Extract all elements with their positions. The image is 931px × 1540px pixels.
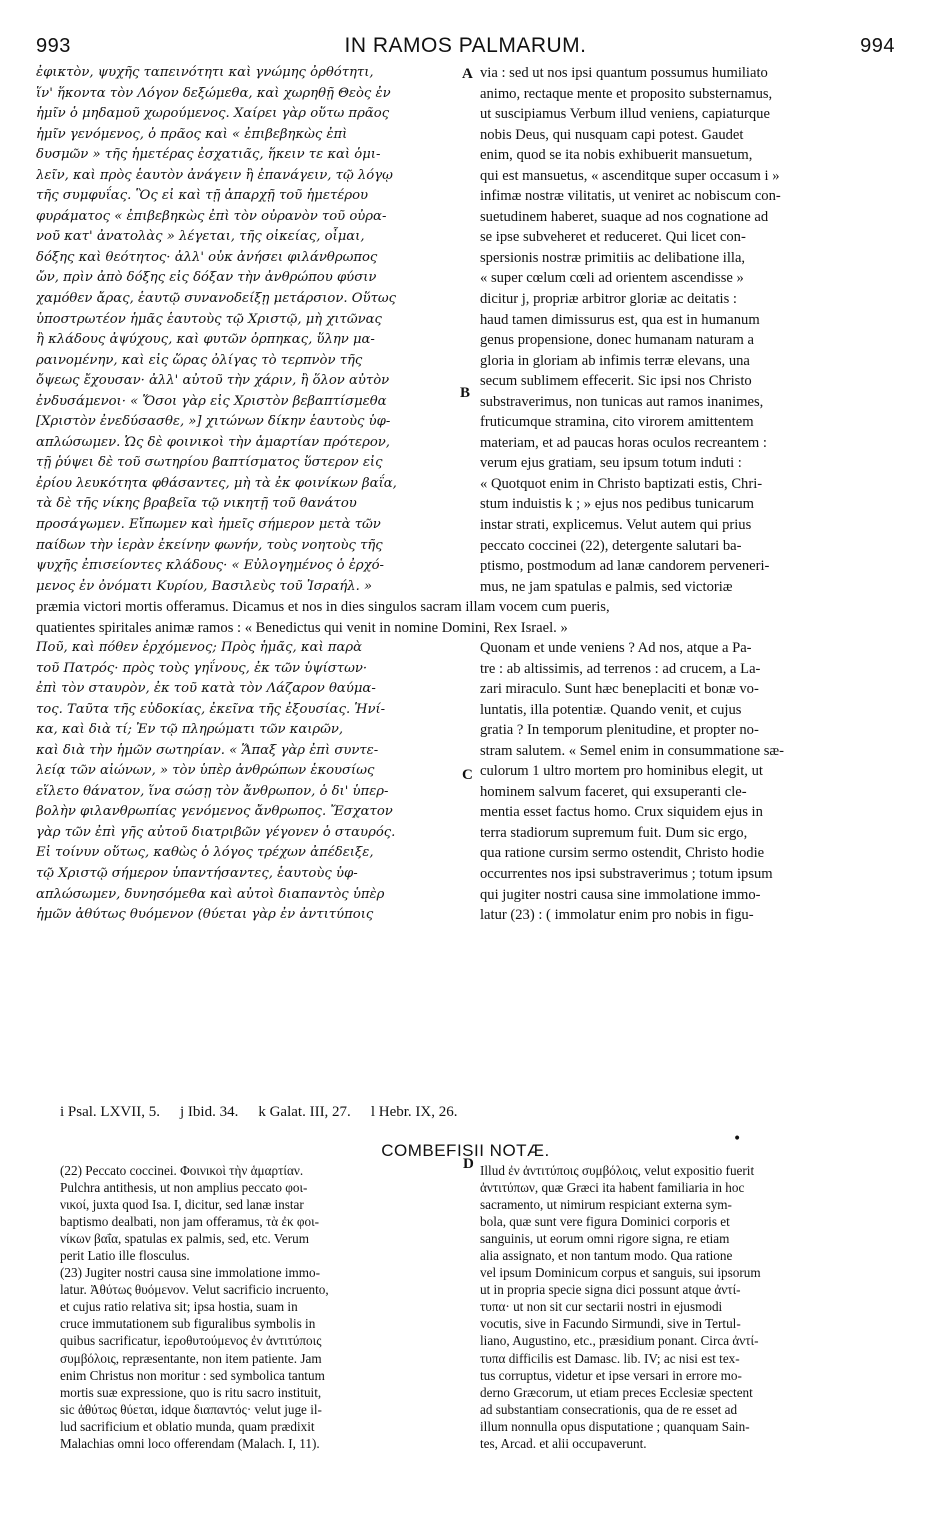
greek-text-line: κα, καὶ διὰ τί; Ἐν τῷ πληρώματι τῶν καιρῶν,: [36, 722, 344, 738]
note-line: latur. Ἀθύτως θυόμενον. Velut sacrificio incruento,: [60, 1282, 329, 1298]
latin-text-line: gratia ? In temporum plenitudine, et propter no-: [480, 722, 759, 739]
note-line: (22) Peccato coccinei. Φοινικοὶ τὴν ἁμαρτίαν.: [60, 1163, 304, 1178]
latin-text-line: fruticumque stramina, cito virorem amittentem: [480, 414, 754, 431]
latin-text-line: gloria in gloriam ab infimis terræ elevans, una: [480, 352, 750, 369]
greek-text-line: ἢ κλάδους ἀψύχους, καὶ φυτῶν ὀρπηκας, ὕλην μα-: [36, 332, 375, 348]
notes-heading: COMBEFISII NOTÆ.: [381, 1141, 550, 1160]
greek-column-lower: [36, 638, 460, 926]
note-line: sacramento, ut nimirum respiciant externa sym-: [480, 1197, 732, 1213]
latin-text-line: secum sublimem effecerit. Sic ipsi nos Christo: [480, 373, 752, 390]
note-line: (23) Jugiter nostri causa sine immolatione immo-: [60, 1265, 321, 1281]
latin-text-line: stum induistis k ; » ejus nos pedibus tunicarum: [480, 496, 755, 513]
greek-text-line: ψυχῆς ἐπισείοντες κλάδους· « Εὐλογημένος ὁ ἐρχό-: [36, 558, 384, 574]
greek-text-line: απλώσωμεν, δυνησόμεθα καὶ αὐτοὶ διαπαντὸς ὑπὲρ: [36, 886, 385, 902]
latin-text-line: zari miraculo. Sunt hæc beneplaciti et bonæ vo-: [480, 681, 759, 698]
greek-text-line: Ποῦ, καὶ πόθεν ἐρχόμενος; Πρὸς ἡμᾶς, καὶ παρὰ: [36, 640, 363, 655]
note-line: enim Christus non moritur : sed symbolica tantum: [60, 1367, 325, 1383]
note-line: νίκων βαΐα, spatulas ex palmis, sed, etc. Verum: [60, 1231, 309, 1247]
greek-text-line: απλώσωμεν. Ὡς δὲ φοινικοὶ τὴν ἁμαρτίαν πρότερον,: [36, 434, 390, 450]
greek-text-line: ὑποστρωτέον ἡμᾶς ἑαυτοὺς τῷ Χριστῷ, μὴ χιτῶνας: [36, 311, 382, 327]
greek-text-line: εἵλετο θάνατον, ἵνα σώσῃ τὸν ἄνθρωπον, ὁ δι' ὑπερ-: [36, 783, 389, 799]
latin-text-line: animo, rectaque mente et proposito substernamus,: [480, 85, 773, 102]
greek-text-line: ὄψεως ἔχουσαν· ἀλλ' αὐτοῦ τὴν χάριν, ἢ ὅλον αὐτὸν: [36, 373, 390, 389]
latin-text-line: « super cœlum cœli ad orientem ascendisse »: [480, 270, 744, 287]
greek-text-line: τῆς συμφυΐας. Ὃς εἰ καὶ τῇ ἀπαρχῇ τοῦ ἡμετέρου: [36, 188, 369, 204]
page-number-right: 994: [860, 35, 895, 57]
latin-text-line: suetudinem haberet, suaque ad nos cognatione ad: [480, 208, 769, 225]
page-number-left: 993: [36, 35, 71, 57]
greek-text-line: ἡμῖν ὁ μηδαμοῦ χωρούμενος. Χαίρει γὰρ οὕτω πρᾶος: [36, 106, 390, 122]
footnote: l Hebr. IX, 26.: [370, 1104, 458, 1120]
greek-text-line: δυσμῶν » τῆς ἡμετέρας ἐσχατιᾶς, ἥκειν τε καὶ ὁμι-: [36, 147, 381, 163]
latin-text-line: dicitur j, propriæ arbitror gloriæ ac deitatis :: [480, 291, 737, 308]
notes-column-right: [480, 1162, 900, 1452]
greek-text-line: λεῖν, καὶ πρὸς ἑαυτὸν ἀνάγειν ἢ ἐπανάγειν, τῷ λόγῳ: [36, 167, 393, 183]
note-line: ἀντιτύπων, quæ Græci ita habent familiaria in hoc: [480, 1180, 745, 1196]
note-line: lud sacrificium et oblatio munda, quam prædixit: [60, 1418, 315, 1434]
note-line: vel ipsum Dominicum corpus et sanguis, sui ipsorum: [480, 1265, 761, 1281]
greek-text-line: τῷ Χριστῷ σήμερον ὑπαντήσαντες, ἑαυτοὺς ὑφ-: [36, 866, 358, 882]
ink-dot: •: [733, 1131, 742, 1147]
greek-text-line: Εἰ τοίνυν οὕτως, καθὼς ὁ λόγος τρέχων ἀπέδειξε,: [36, 845, 374, 861]
latin-text-line: qua ratione cursim sermo ostendit, Christo hodie: [480, 845, 765, 862]
latin-text-line: ptismo, postmodum ad lanæ candorem perveneri-: [480, 558, 770, 575]
greek-text-line: τῇ ῥύψει δὲ τοῦ σωτηρίου βαπτίσματος ὕστερον εἰς: [36, 455, 383, 471]
note-line: Malachias omni loco offerendam (Malach. I, 11).: [60, 1435, 320, 1451]
note-line: baptismo dealbati, non jam offeramus, τὰ ἐκ φοι-: [60, 1214, 320, 1230]
note-line: liano, Augustino, etc., præsidium ponant. Circa ἀντί-: [480, 1333, 759, 1349]
note-line: Illud ἐν ἀντιτύποις συμβόλοις, velut expositio fuerit: [480, 1163, 755, 1178]
note-line: perit Latio ille flosculus.: [60, 1248, 190, 1264]
latin-text-line: culorum 1 ultro mortem pro hominibus elegit, ut: [480, 763, 763, 780]
full-width-line: præmia victori mortis offeramus. Dicamus et nos in dies singulos sacram illam vocem cum pueris,: [36, 599, 610, 615]
margin-marker-d: D: [463, 1156, 474, 1172]
page-header: [36, 34, 895, 60]
latin-text-line: via : sed ut nos ipsi quantum possumus humiliato: [480, 65, 768, 81]
note-line: Pulchra antithesis, ut non amplius peccato φοι-: [60, 1180, 308, 1196]
latin-text-line: qui jugiter nostri causa sine immolatione immo-: [480, 886, 761, 903]
latin-text-line: peccato coccinei (22), detergente salutari ba-: [480, 537, 742, 554]
latin-text-line: mentia esset factus homo. Crux siquidem ejus in: [480, 804, 763, 821]
note-line: τυπα· ut non sit cur sectarii nostri in ejusmodi: [480, 1299, 723, 1315]
greek-text-line: δόξης καὶ θεότητος· ἀλλ' οὐκ ἀνήσει φιλάνθρωπος: [36, 249, 378, 265]
note-line: ad substantiam consecrationis, qua de re esset ad: [480, 1401, 738, 1417]
running-title: IN RAMOS PALMARUM.: [344, 34, 587, 57]
latin-text-line: enim, quod se ita nobis exhibuerit mansuetum,: [480, 147, 753, 164]
latin-text-line: haud tamen dimissurus est, qua est in humanum: [480, 311, 760, 328]
greek-text-line: ἡμῖν γενόμενος, ὁ πρᾶος καὶ « ἐπιβεβηκὼς ἐπὶ: [36, 126, 348, 142]
latin-column-lower: [480, 638, 900, 926]
latin-text-line: verum ejus gratiam, seu ipsum totum induti :: [480, 455, 742, 472]
footnote: k Galat. III, 27.: [258, 1104, 351, 1120]
note-line: derno Græcorum, ut etiam preces Ecclesiæ spectent: [480, 1384, 753, 1400]
latin-text-line: tre : ab altissimis, ad terrenos : ad crucem, a La-: [480, 660, 761, 677]
latin-text-line: materiam, et ad paucas horas oculos recreantem :: [480, 434, 767, 451]
latin-text-line: infimæ nostræ vilitatis, ut veniret ac nobiscum con-: [480, 188, 781, 205]
greek-text-line: φυράματος « ἐπιβεβηκὼς ἐπὶ τὸν οὐρανὸν τοῦ οὐρα-: [36, 208, 387, 224]
note-line: illum nonnulla opus disputatione ; quanquam Sain-: [480, 1418, 750, 1434]
greek-text-line: ραινομένην, καὶ εἰς ὥρας ὀλίγας τὸ τερπνὸν τῆς: [36, 352, 363, 368]
latin-text-line: occurrentes nos ipsi substraverimus ; totum ipsum: [480, 866, 773, 883]
greek-text-line: καὶ διὰ τὴν ἡμῶν σωτηρίαν. « Ἅπαξ γὰρ ἐπὶ συντε-: [36, 742, 379, 758]
latin-text-line: qui est mansuetus, « ascenditque super occasum i »: [480, 167, 780, 184]
latin-text-line: substraverimus, non tunicas aut ramos inanimes,: [480, 393, 764, 410]
latin-column-upper: [480, 63, 900, 597]
note-line: sic ἀθύτως θύεται, idque διαπαντός· velut juge il-: [60, 1401, 322, 1417]
greek-text-line: τοῦ Πατρός· πρὸς τοὺς γηΐνους, ἐκ τῶν ὑψίστων·: [36, 660, 368, 676]
note-line: sanguinis, ut eorum omni rigore signa, re etiam: [480, 1231, 730, 1247]
note-line: συμβόλοις, repræsentante, non item patiente. Jam: [60, 1350, 322, 1366]
note-line: cruce immutationem sub figuralibus symbolis in: [60, 1316, 316, 1332]
greek-text-line: βολὴν φιλανθρωπίας γενόμενος ἄνθρωπος. Ἔσχατον: [36, 804, 393, 820]
latin-text-line: se ipse subveheret et reduceret. Qui licet con-: [480, 229, 746, 246]
greek-text-line: τὰ δὲ τῆς νίκης βραβεῖα τῷ νικητῇ τοῦ θανάτου: [36, 496, 357, 512]
greek-text-line: ἐπὶ τὸν σταυρὸν, ἐκ τοῦ κατὰ τὸν Λάζαρον θαύμα-: [36, 681, 376, 697]
greek-text-line: ἵν' ἥκοντα τὸν Λόγον δεξώμεθα, καὶ χωρηθῇ Θεὸς ἐν: [36, 85, 391, 101]
footnote: j Ibid. 34.: [180, 1104, 239, 1120]
greek-text-line: παίδων τὴν ἱερὰν ἐκείνην φωνήν, τοὺς νοητοὺς τῆς: [36, 537, 383, 553]
margin-marker-a: A: [462, 66, 473, 82]
latin-text-line: ut suscipiamus Verbum illud veniens, capiaturque: [480, 106, 770, 123]
greek-text-line: λείᾳ τῶν αἰώνων, » τὸν ὑπὲρ ἀνθρώπων ἑκουσίως: [36, 763, 375, 779]
full-width-line: quatientes spiritales animæ ramos : « Benedictus qui venit in nomine Domini, Rex Israel. »: [36, 619, 568, 636]
latin-text-line: terra stadiorum supremum fuit. Dum sic ergo,: [480, 824, 748, 841]
latin-text-line: stram salutem. « Semel enim in consummatione sæ-: [480, 742, 784, 759]
note-line: tes, Arcad. et alii occupaverunt.: [480, 1435, 647, 1451]
latin-text-line: « Quotquot enim in Christo baptizati estis, Chri-: [480, 475, 763, 492]
greek-text-line: μενος ἐν ὀνόματι Κυρίου, Βασιλεὺς τοῦ Ἰσραήλ. »: [36, 578, 373, 594]
greek-text-line: χαμόθεν ἄρας, ἑαυτῷ συνανοδείξῃ μετάρσιον. Οὕτως: [36, 291, 397, 307]
greek-column-upper: [36, 63, 460, 597]
latin-text-line: latur (23) : ( immolatur enim pro nobis in figu-: [480, 907, 754, 924]
latin-text-line: genus propensione, donec humanam naturam a: [480, 332, 754, 349]
latin-text-line: hominem salvum faceret, qui exsuperanti cle-: [480, 783, 747, 800]
note-line: mortis suæ expressione, quo is ritu sacro instituit,: [60, 1384, 322, 1400]
note-line: vocutis, sive in Facundo Sirmundi, sive in Tertul-: [480, 1316, 741, 1332]
greek-text-line: [Χριστὸν ἐνεδύσασθε, »] χιτώνων δίκην ἑαυτοὺς ὑφ-: [36, 414, 391, 430]
greek-text-line: ἡμῶν ἀθύτως θυόμενον (θύεται γὰρ ἐν ἀντιτύποις: [36, 907, 374, 923]
greek-text-line: ἐνδυσάμενοι· « Ὅσοι γὰρ εἰς Χριστὸν βεβαπτίσμεθα: [36, 393, 387, 409]
margin-marker-b: B: [460, 385, 471, 401]
greek-text-line: νοῦ κατ' ἀνατολὰς » λέγεται, τῆς οἰκείας, οἶμαι,: [36, 229, 365, 245]
greek-text-line: τος. Ταῦτα τῆς εὐδοκίας, ἐκεῖνα τῆς ἐξουσίας. Ἡνί-: [36, 701, 386, 717]
full-width-text: [36, 597, 896, 638]
latin-text-line: instar strati, explicemus. Velut autem qui prius: [480, 517, 752, 534]
note-line: et cujus ratio relativa sit; ipsa hostia, suam in: [60, 1299, 298, 1315]
greek-text-line: ἐρίου λευκότητα φθάσαντες, μὴ τὰ ἐκ φοινίκων βαΐα,: [36, 475, 397, 491]
notes-column-left: [60, 1162, 460, 1452]
latin-text-line: spersionis nostræ primitiis ac delibatione illa,: [480, 249, 746, 266]
latin-text-line: nobis Deus, qui nusquam capi potest. Gaudet: [480, 126, 744, 143]
note-line: τυπα difficilis est Damasc. lib. IV; ac nisi est tex-: [480, 1350, 740, 1366]
footnotes: [60, 1104, 890, 1121]
note-line: quibus sacrificatur, ἱεροθυτούμενος ἐν ἀντιτύποις: [60, 1333, 322, 1349]
note-line: ut in propria specie signa dici possunt atque ἀντί-: [480, 1282, 741, 1298]
note-line: tus corruptus, videtur et ipse versari in errore mo-: [480, 1367, 742, 1383]
footnote: i Psal. LXVII, 5.: [60, 1104, 160, 1120]
greek-text-line: γὰρ τῶν ἐπὶ γῆς αὐτοῦ διατριβῶν γέγονεν ὁ σταυρός.: [36, 824, 396, 840]
latin-text-line: luntatis, illa potentiæ. Quando venit, et cujus: [480, 701, 742, 718]
greek-text-line: ἐφικτὸν, ψυχῆς ταπεινότητι καὶ γνώμης ὀρθότητι,: [36, 65, 374, 80]
note-line: alia assignato, et non tantum modo. Qua ratione: [480, 1248, 733, 1264]
latin-text-line: mus, ne jam spatulas e palmis, sed victoriæ: [480, 578, 733, 595]
note-line: νικοί, juxta quod Isa. I, dicitur, sed lanæ instar: [60, 1197, 304, 1213]
margin-marker-c: C: [462, 767, 473, 783]
greek-text-line: προσάγωμεν. Εἴπωμεν καὶ ἡμεῖς σήμερον μετὰ τῶν: [36, 517, 381, 533]
latin-text-line: Quonam et unde veniens ? Ad nos, atque a Pa-: [480, 640, 752, 656]
greek-text-line: ὤν, πρὶν ἀπὸ δόξης εἰς δόξαν τὴν ἀνθρώπου φύσιν: [36, 270, 377, 286]
note-line: bola, quæ sunt vere figura Dominici corporis et: [480, 1214, 730, 1230]
